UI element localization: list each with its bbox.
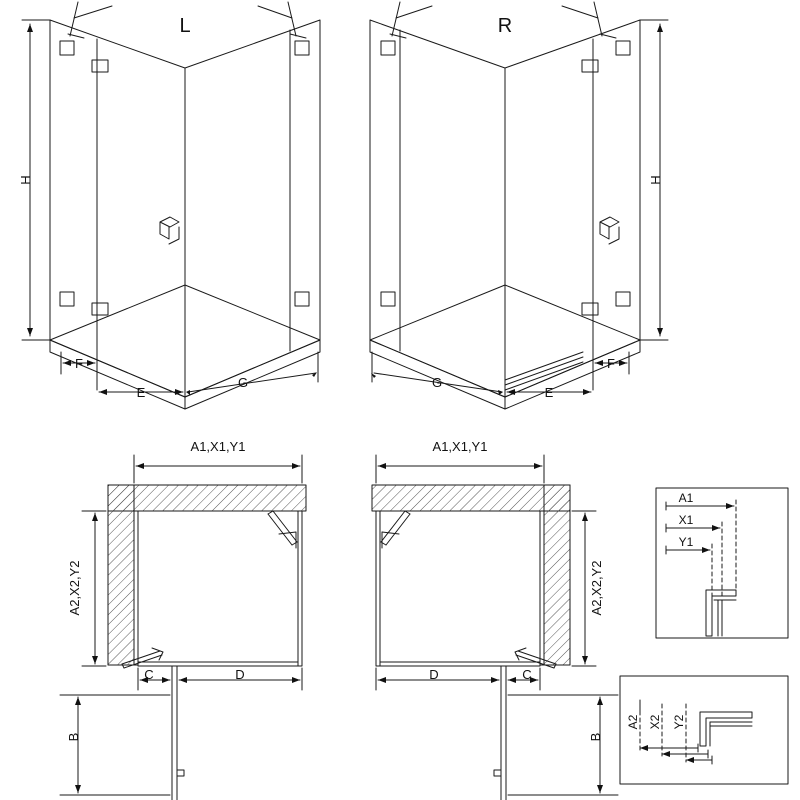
plan-right-label-b: B xyxy=(588,732,603,742)
detail-top-label-y1: Y1 xyxy=(678,535,694,549)
iso-view-left xyxy=(22,2,320,409)
plan-left-label-b: B xyxy=(66,732,81,742)
iso-right-label-e: E xyxy=(544,385,554,400)
plan-right-glass xyxy=(376,511,544,666)
iso-right-glass-back xyxy=(370,20,505,397)
iso-view-right xyxy=(370,2,668,409)
iso-left-label-f: F xyxy=(75,356,83,371)
iso-left-title: L xyxy=(179,15,191,37)
iso-right-title: R xyxy=(497,15,513,37)
iso-right-label-f: F xyxy=(607,356,615,371)
detail-top-label-a1: A1 xyxy=(678,491,694,505)
plan-left-label-top: A1,X1,Y1 xyxy=(190,439,246,454)
plan-right-label-d: D xyxy=(429,667,439,682)
iso-right-label-h: H xyxy=(648,175,663,185)
detail-bottom-label-y2: Y2 xyxy=(672,714,686,730)
plan-left-door-leaf xyxy=(172,666,184,800)
plan-left-label-side: A2,X2,Y2 xyxy=(67,560,82,616)
detail-bottom-label-x2: X2 xyxy=(648,714,662,730)
plan-left-dim-top xyxy=(134,455,302,483)
iso-left-label-e: E xyxy=(136,385,146,400)
iso-left-glass-side xyxy=(185,20,320,397)
plan-left-hinge-top xyxy=(268,511,297,548)
plan-left-dim-side xyxy=(82,511,106,666)
plan-left-dim-b xyxy=(60,695,170,795)
detail-view-top xyxy=(656,488,788,638)
plan-left-glass xyxy=(134,511,302,666)
detail-top-dim-a1 xyxy=(666,500,736,590)
iso-left-label-h: H xyxy=(18,175,33,185)
plan-right-label-side: A2,X2,Y2 xyxy=(589,560,604,616)
detail-top-label-x1: X1 xyxy=(678,513,694,527)
plan-right-label-c: C xyxy=(522,667,532,682)
plan-right-dim-b xyxy=(508,695,618,795)
plan-right-door-leaf xyxy=(494,666,506,800)
iso-left-glass-back xyxy=(50,20,185,397)
detail-top-dim-x1 xyxy=(666,522,722,598)
plan-right-hinge-top xyxy=(381,511,410,548)
iso-right-glass-side xyxy=(505,20,640,397)
detail-bottom-profiles xyxy=(700,712,752,746)
detail-bottom-label-a2: A2 xyxy=(626,714,640,730)
plan-left-label-c: C xyxy=(144,667,154,682)
plan-left-dim-c xyxy=(138,668,172,690)
iso-right-label-g: G xyxy=(431,375,443,390)
plan-view-right xyxy=(372,455,618,800)
detail-top-profiles xyxy=(706,590,736,636)
plan-view-left xyxy=(60,455,306,800)
detail-top-dim-y1 xyxy=(666,544,712,596)
detail-view-bottom xyxy=(620,676,788,784)
plan-right-label-top: A1,X1,Y1 xyxy=(432,439,488,454)
iso-left-label-g: G xyxy=(237,375,249,390)
plan-right-dim-top xyxy=(376,455,544,483)
plan-left-label-d: D xyxy=(235,667,245,682)
